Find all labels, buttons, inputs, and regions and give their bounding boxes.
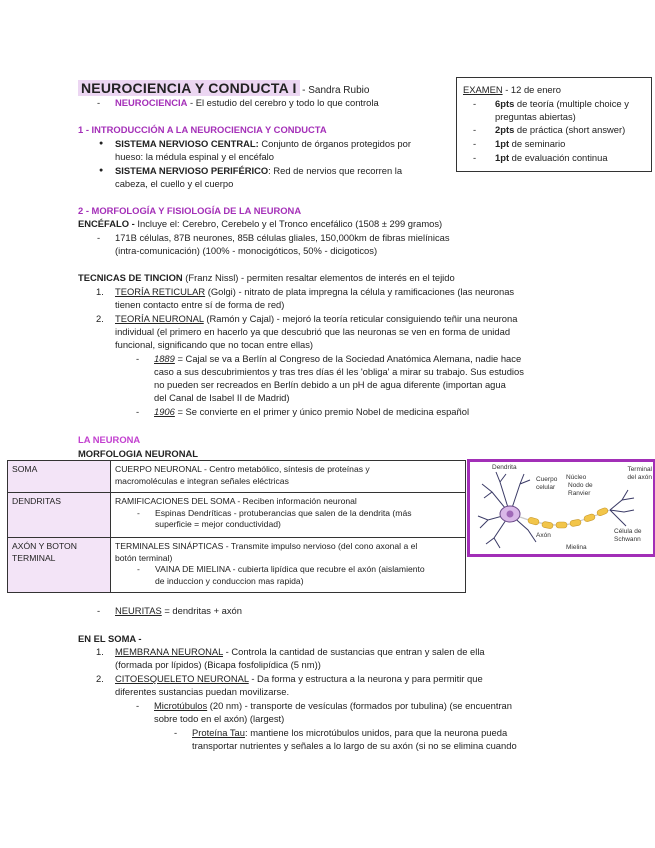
encefalo-sub: - 171B células, 87B neurones, 85B células gliales, 150,000km de fibras mielínicas (115, 231, 450, 244)
label-axon: Axón (536, 532, 551, 539)
section2-heading: 2 - MORFOLOGÍA Y FISIOLOGÍA DE LA NEURONA (78, 205, 302, 216)
citoesqueleto-line: CITOESQUELETO NEURONAL - Da forma y estructura a la neurona y para permitir que (115, 673, 483, 684)
teoria-reticular: TEORÍA RETICULAR (Golgi) - nitrato de plata impregna la célula y ramificaciones (las neuronas (115, 286, 515, 297)
neuritas-line: - NEURITAS = dendritas + axón (115, 604, 242, 617)
label-terminal: Terminal del axón (627, 466, 652, 481)
snp-cont: cabeza, el cuello y el cuerpo (115, 178, 234, 189)
teoria-neuronal-cont: funcional, significando que no tocan entre ellas) (115, 339, 314, 350)
membrana-line: MEMBRANA NEURONAL - Controla la cantidad de sustancias que entran y salen de ella (115, 646, 485, 657)
table-row (8, 493, 466, 538)
definition-text: - El estudio del cerebro y todo lo que controla (187, 97, 379, 108)
snc-cont: hueso: la médula espinal y el encéfalo (115, 151, 274, 162)
microtubulos-cont: sobre todo en el axón) (largest) (154, 713, 285, 724)
row-label: SOMA (8, 461, 111, 493)
row-label: AXÓN Y BOTON TERMINAL (8, 538, 111, 593)
teoria-neuronal-num: 2. (96, 313, 104, 324)
table-row (8, 538, 466, 593)
row-content: TERMINALES SINÁPTICAS - Transmite impulso nervioso (del cono axonal a el botón terminal) - VAINA DE MIELINA - cubierta lipídica que recubre el axón (aislamiento de induccion y conduccion mas rapida) (111, 538, 466, 593)
teoria-reticular-num: 1. (96, 286, 104, 297)
section1-heading: 1 - INTRODUCCIÓN A LA NEUROCIENCIA Y CONDUCTA (78, 124, 327, 135)
soma-heading: EN EL SOMA - (78, 633, 142, 644)
citoesqueleto-num: 2. (96, 673, 104, 684)
author: - Sandra Rubio (302, 85, 370, 96)
exam-header (463, 83, 561, 96)
year-1889-cont: no pueden ser recreados en Berlín debido a un pH de agua diferente (importan agua (154, 379, 506, 390)
nucleus-mark (507, 511, 514, 518)
label-nodo: Nodo de Ranvier (568, 482, 593, 497)
microtubulos-line: - Microtúbulos (20 nm) - transporte de vesículas (formados por tubulina) (se encuentran (154, 699, 512, 712)
exam-item: - 1pt de seminario (495, 137, 565, 150)
tau-line: - Proteína Tau: mantiene los microtúbulos unidos, para que la neurona pueda (192, 726, 507, 739)
exam-item: - 6pts de teoría (multiple choice y (495, 97, 629, 110)
exam-item: - 2pts de práctica (short answer) (495, 123, 625, 136)
encefalo-line: ENCÉFALO - Incluye el: Cerebro, Cerebelo y el Tronco encefálico (1508 ± 299 gramos) (78, 218, 443, 229)
page-title-row (78, 79, 369, 97)
row-label: DENDRITAS (8, 493, 111, 538)
year-1889: - 1889 = Cajal se va a Berlín al Congreso de la Sociedad Anatómica Alemana, nadie hace (154, 352, 521, 365)
tau-cont: transportar nutrientes y señales a lo largo de su axón (si no se elimina cuando (192, 740, 517, 751)
label-cuerpo: Cuerpo celular (536, 476, 558, 491)
snp-bullet: ● SISTEMA NERVIOSO PERIFÉRICO: Red de nervios que recorren la (115, 164, 402, 177)
morfologia-heading: MORFOLOGIA NEURONAL (78, 448, 198, 459)
tincion-line: TECNICAS DE TINCION (Franz Nissl) - permiten resaltar elementos de interés en el tejido (78, 272, 455, 283)
year-1889-cont: del Canal de Isabel II de Madrid) (154, 392, 290, 403)
exam-item: - 1pt de evaluación continua (495, 151, 608, 164)
label-mielina: Mielina (566, 544, 587, 551)
label-nucleo: Núcleo (566, 474, 587, 481)
citoesqueleto-cont: diferentes sustancias puedan movilizarse. (115, 686, 290, 697)
exam-item-cont: preguntas abiertas) (495, 111, 576, 122)
label-celula: Célula de Schwann (614, 528, 642, 543)
teoria-neuronal: TEORÍA NEURONAL (Ramón y Cajal) - mejoró la teoría reticular consiguiendo teñir una neurona (115, 313, 518, 324)
snc-bullet: ● SISTEMA NERVIOSO CENTRAL: Conjunto de órganos protegidos por (115, 137, 411, 150)
definition-line (115, 96, 379, 109)
neuron-diagram (467, 459, 655, 557)
year-1889-cont: caso a sus descubrimientos y tras tres días él les 'obliga' a mirar su trabajo. Sus estudios (154, 366, 524, 377)
row-content: RAMIFICACIONES DEL SOMA - Reciben información neuronal - Espinas Dendríticas - protuberancias que salen de la dendrita (más superficie = mejor conductividad) (111, 493, 466, 538)
row-content: CUERPO NEURONAL - Centro metabólico, síntesis de proteínas y macromoléculas e integran señales eléctricas (111, 461, 466, 493)
membrana-num: 1. (96, 646, 104, 657)
exam-date: - 12 de enero (502, 84, 561, 95)
morphology-table (7, 460, 466, 593)
page-title: NEUROCIENCIA Y CONDUCTA I (78, 80, 300, 96)
exam-box (456, 77, 652, 172)
table-row (8, 461, 466, 493)
encefalo-sub-cont: (intra-comunicación) (100% - monocigóticos, 50% - dicigoticos) (115, 245, 378, 256)
definition-term: NEUROCIENCIA (115, 97, 188, 108)
teoria-reticular-cont: tienen contacto entre sí de forma de red) (115, 299, 285, 310)
neurona-heading: LA NEURONA (78, 434, 141, 445)
label-dendrita: Dendrita (492, 464, 517, 471)
teoria-neuronal-cont: individual (el primero en hacerlo ya que descubrió que las neuronas se ven en forma de unidad (115, 326, 511, 337)
membrana-cont: (formada por lípidos) (Bicapa fosfolipídica (5 nm)) (115, 659, 321, 670)
exam-label: EXAMEN (463, 84, 503, 95)
year-1906: - 1906 = Se convierte en el primer y único premio Nobel de medicina español (154, 405, 469, 418)
